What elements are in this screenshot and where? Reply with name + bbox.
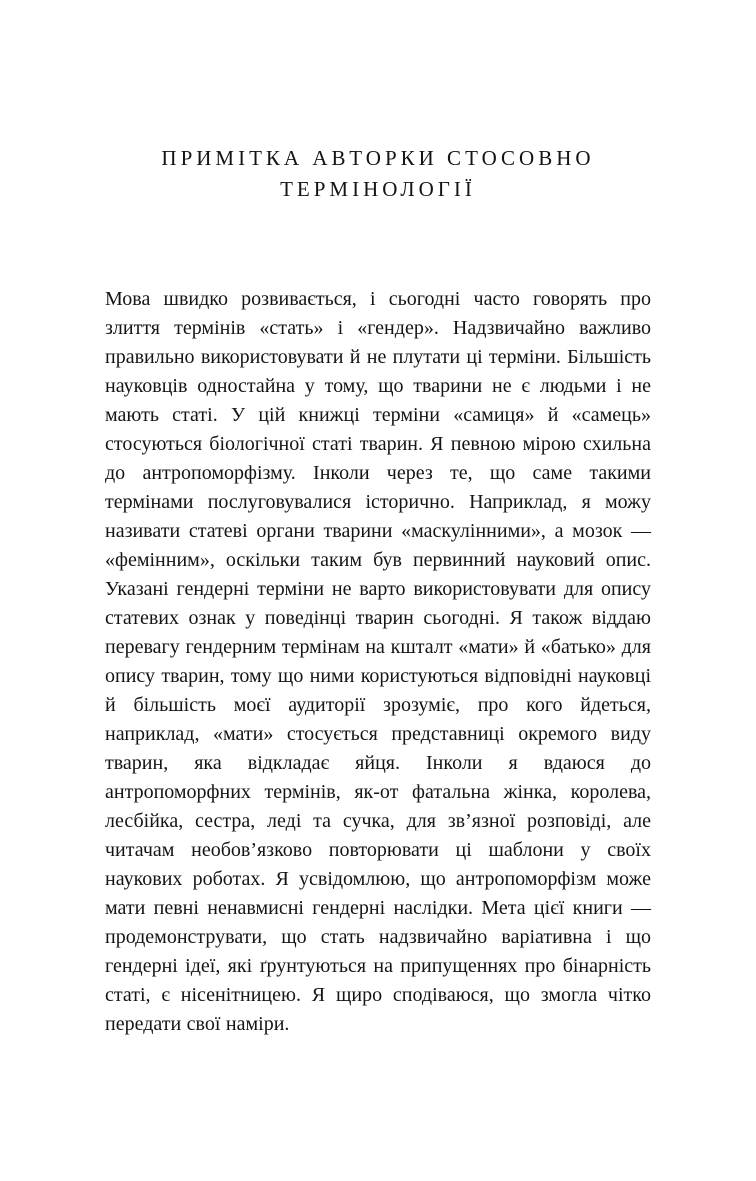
chapter-heading xyxy=(0,0,756,205)
chapter-heading-line-2: ТЕРМІНОЛОГІЇ xyxy=(280,177,476,201)
body-paragraph: Мова швидко розвивається, і сьогодні часто говорять про злиття термінів «стать» і «гендер». Надзвичайно важливо правильно використовувати й не плутати ці терміни. Більшість науковців одностайна у тому, що тварини не є людьми і не мають статі. У цій книжці терміни «самиця» й «самець» стосуються біологічної статі тварин. Я певною мірою схильна до антропоморфізму. Інколи через те, що саме такими термінами послуговувалися історично. Наприклад, я можу називати статеві органи тварини «маскулінними», а мозок — «фемінним», оскільки таким був первинний науковий опис. Указані гендерні терміни не варто використовувати для опису статевих ознак у поведінці тварин сьогодні. Я також віддаю перевагу гендерним термінам на кшталт «мати» й «батько» для опису тварин, тому що ними користуються відповідні науковці й більшість моєї аудиторії зрозуміє, про кого йдеться, наприклад, «мати» стосується представниці окремого виду тварин, яка відкладає яйця. Інколи я вдаюся до антропоморфних термінів, як-от фатальна жінка, королева, лесбійка, сестра, леді та сучка, для зв’язної розповіді, але читачам необов’язково повторювати ці шаблони у своїх наукових роботах. Я усвідомлюю, що антропоморфізм може мати певні ненавмисні гендерні наслідки. Мета цієї книги — продемонструвати, що стать надзвичайно варіативна і що гендерні ідеї, які ґрунтуються на припущеннях про бінарність статі, є нісенітницею. Я щиро сподіваюся, що змогла чітко передати свої наміри. xyxy=(105,288,651,1035)
chapter-heading-line-1: ПРИМІТКА АВТОРКИ СТОСОВНО xyxy=(161,146,595,170)
